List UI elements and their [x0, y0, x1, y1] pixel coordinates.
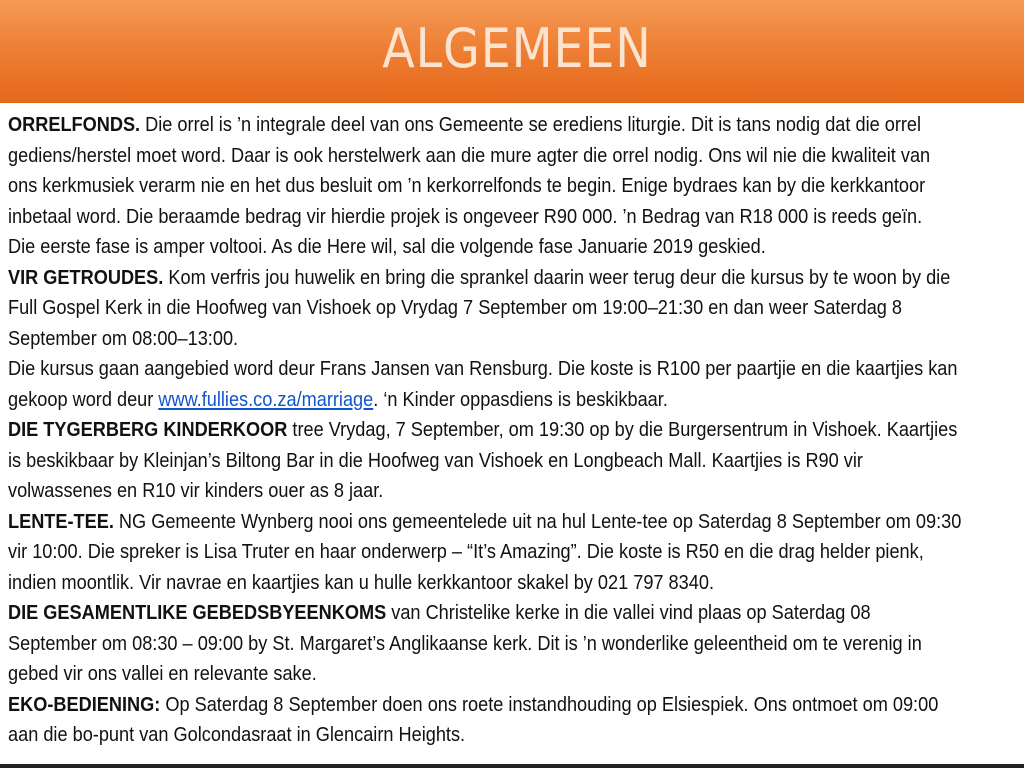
announcement-kursus — [8, 354, 958, 415]
text-line: Full Gospel Kerk in die Hoofweg van Vishoek op Vrydag 7 September om 19:00–21:30 en dan weer Saterdag 8 — [8, 297, 903, 319]
text-line: vir 10:00. Die spreker is Lisa Truter en haar onderwerp – “It’s Amazing”. Die koste is R50 en die drag helder pienk, — [8, 541, 924, 563]
announcement-heading: ORRELFONDS. — [8, 114, 141, 136]
text-line: aan die bo-punt van Golcondasraat in Glencairn Heights. — [8, 724, 466, 746]
text-run: Die orrel is ’n integrale deel van ons Gemeente se erediens liturgie. Dit is tans nodig dat die orrel — [140, 114, 922, 136]
announcement-kinderkoor — [8, 415, 958, 507]
announcement-heading: DIE GESAMENTLIKE GEBEDSBYEENKOMS — [8, 602, 387, 624]
text-line: ons kerkmusiek verarm nie en het dus besluit om ’n kerkorrelfonds te begin. Enige bydraes kan by die kerkkantoor — [8, 175, 926, 197]
text-run: Kom verfris jou huwelik en bring die sprankel daarin weer terug deur die kursus by te woon by die — [163, 266, 951, 289]
text-line: indien moontlik. Vir navrae en kaartjies kan u hulle kerkkantoor skakel by 021 797 8340. — [8, 571, 714, 594]
announcement-vir-getroudes — [8, 263, 951, 355]
announcement-orrelfonds — [8, 110, 930, 263]
marriage-link[interactable]: www.fullies.co.za/marriage — [158, 388, 374, 411]
text-line: September om 08:30 – 09:00 by St. Margaret’s Anglikaanse kerk. Dit is ’n wonderlike geleentheid om te verenig in — [8, 632, 922, 655]
announcements-body — [8, 110, 962, 751]
text-line: Die kursus gaan aangebied word deur Frans Jansen van Rensburg. Die koste is R100 per paartjie en die kaartjies kan — [8, 358, 958, 380]
announcement-eko-bediening — [8, 690, 939, 751]
text-line: volwassenes en R10 vir kinders ouer as 8 jaar. — [8, 480, 384, 502]
text-line — [8, 385, 930, 416]
announcement-heading: EKO-BEDIENING: — [8, 693, 161, 716]
text-line — [8, 415, 958, 446]
bottom-divider — [0, 764, 1024, 768]
text-run: gekoop word deur — [8, 388, 159, 411]
page-title: ALGEMEEN — [382, 17, 652, 80]
text-line: inbetaal word. Die beraamde bedrag vir hierdie projek is ongeveer R90 000. ’n Bedrag van R18 000 is reeds geïn. — [8, 205, 923, 228]
title-banner — [0, 0, 1024, 103]
text-line: September om 08:00–13:00. — [8, 327, 239, 350]
text-run: Op Saterdag 8 September doen ons roete instandhouding op Elsiespiek. Ons ontmoet om 09:00 — [160, 693, 939, 716]
text-run: van Christelike kerke in die vallei vind plaas op Saterdag 08 — [386, 602, 871, 624]
text-line: gediens/herstel moet word. Daar is ook herstelwerk aan die mure agter die orrel nodig. Ons wil nie die kwaliteit van — [8, 144, 931, 167]
text-line — [8, 598, 930, 629]
text-line — [8, 263, 951, 294]
announcement-gebedsbyeenkoms — [8, 598, 930, 690]
text-line — [8, 690, 939, 721]
announcement-lente-tee — [8, 507, 962, 599]
announcement-heading: LENTE-TEE. — [8, 510, 114, 533]
text-line: Die eerste fase is amper voltooi. As die Here wil, sal die volgende fase Januarie 2019 geskied. — [8, 236, 766, 258]
text-run: . ‘n Kinder oppasdiens is beskikbaar. — [373, 388, 668, 411]
announcement-heading: DIE TYGERBERG KINDERKOOR — [8, 419, 288, 441]
text-run: NG Gemeente Wynberg nooi ons gemeentelede uit na hul Lente-tee op Saterdag 8 September om 09:30 — [113, 510, 962, 533]
text-line: gebed vir ons vallei en relevante sake. — [8, 663, 317, 685]
text-line — [8, 507, 962, 538]
text-run: tree Vrydag, 7 September, om 19:30 op by die Burgersentrum in Vishoek. Kaartjies — [287, 419, 958, 441]
announcement-heading: VIR GETROUDES. — [8, 266, 164, 289]
text-line — [8, 110, 930, 141]
text-line: is beskikbaar by Kleinjan’s Biltong Bar in die Hoofweg van Vishoek en Longbeach Mall. Kaartjies is R90 vir — [8, 449, 863, 472]
